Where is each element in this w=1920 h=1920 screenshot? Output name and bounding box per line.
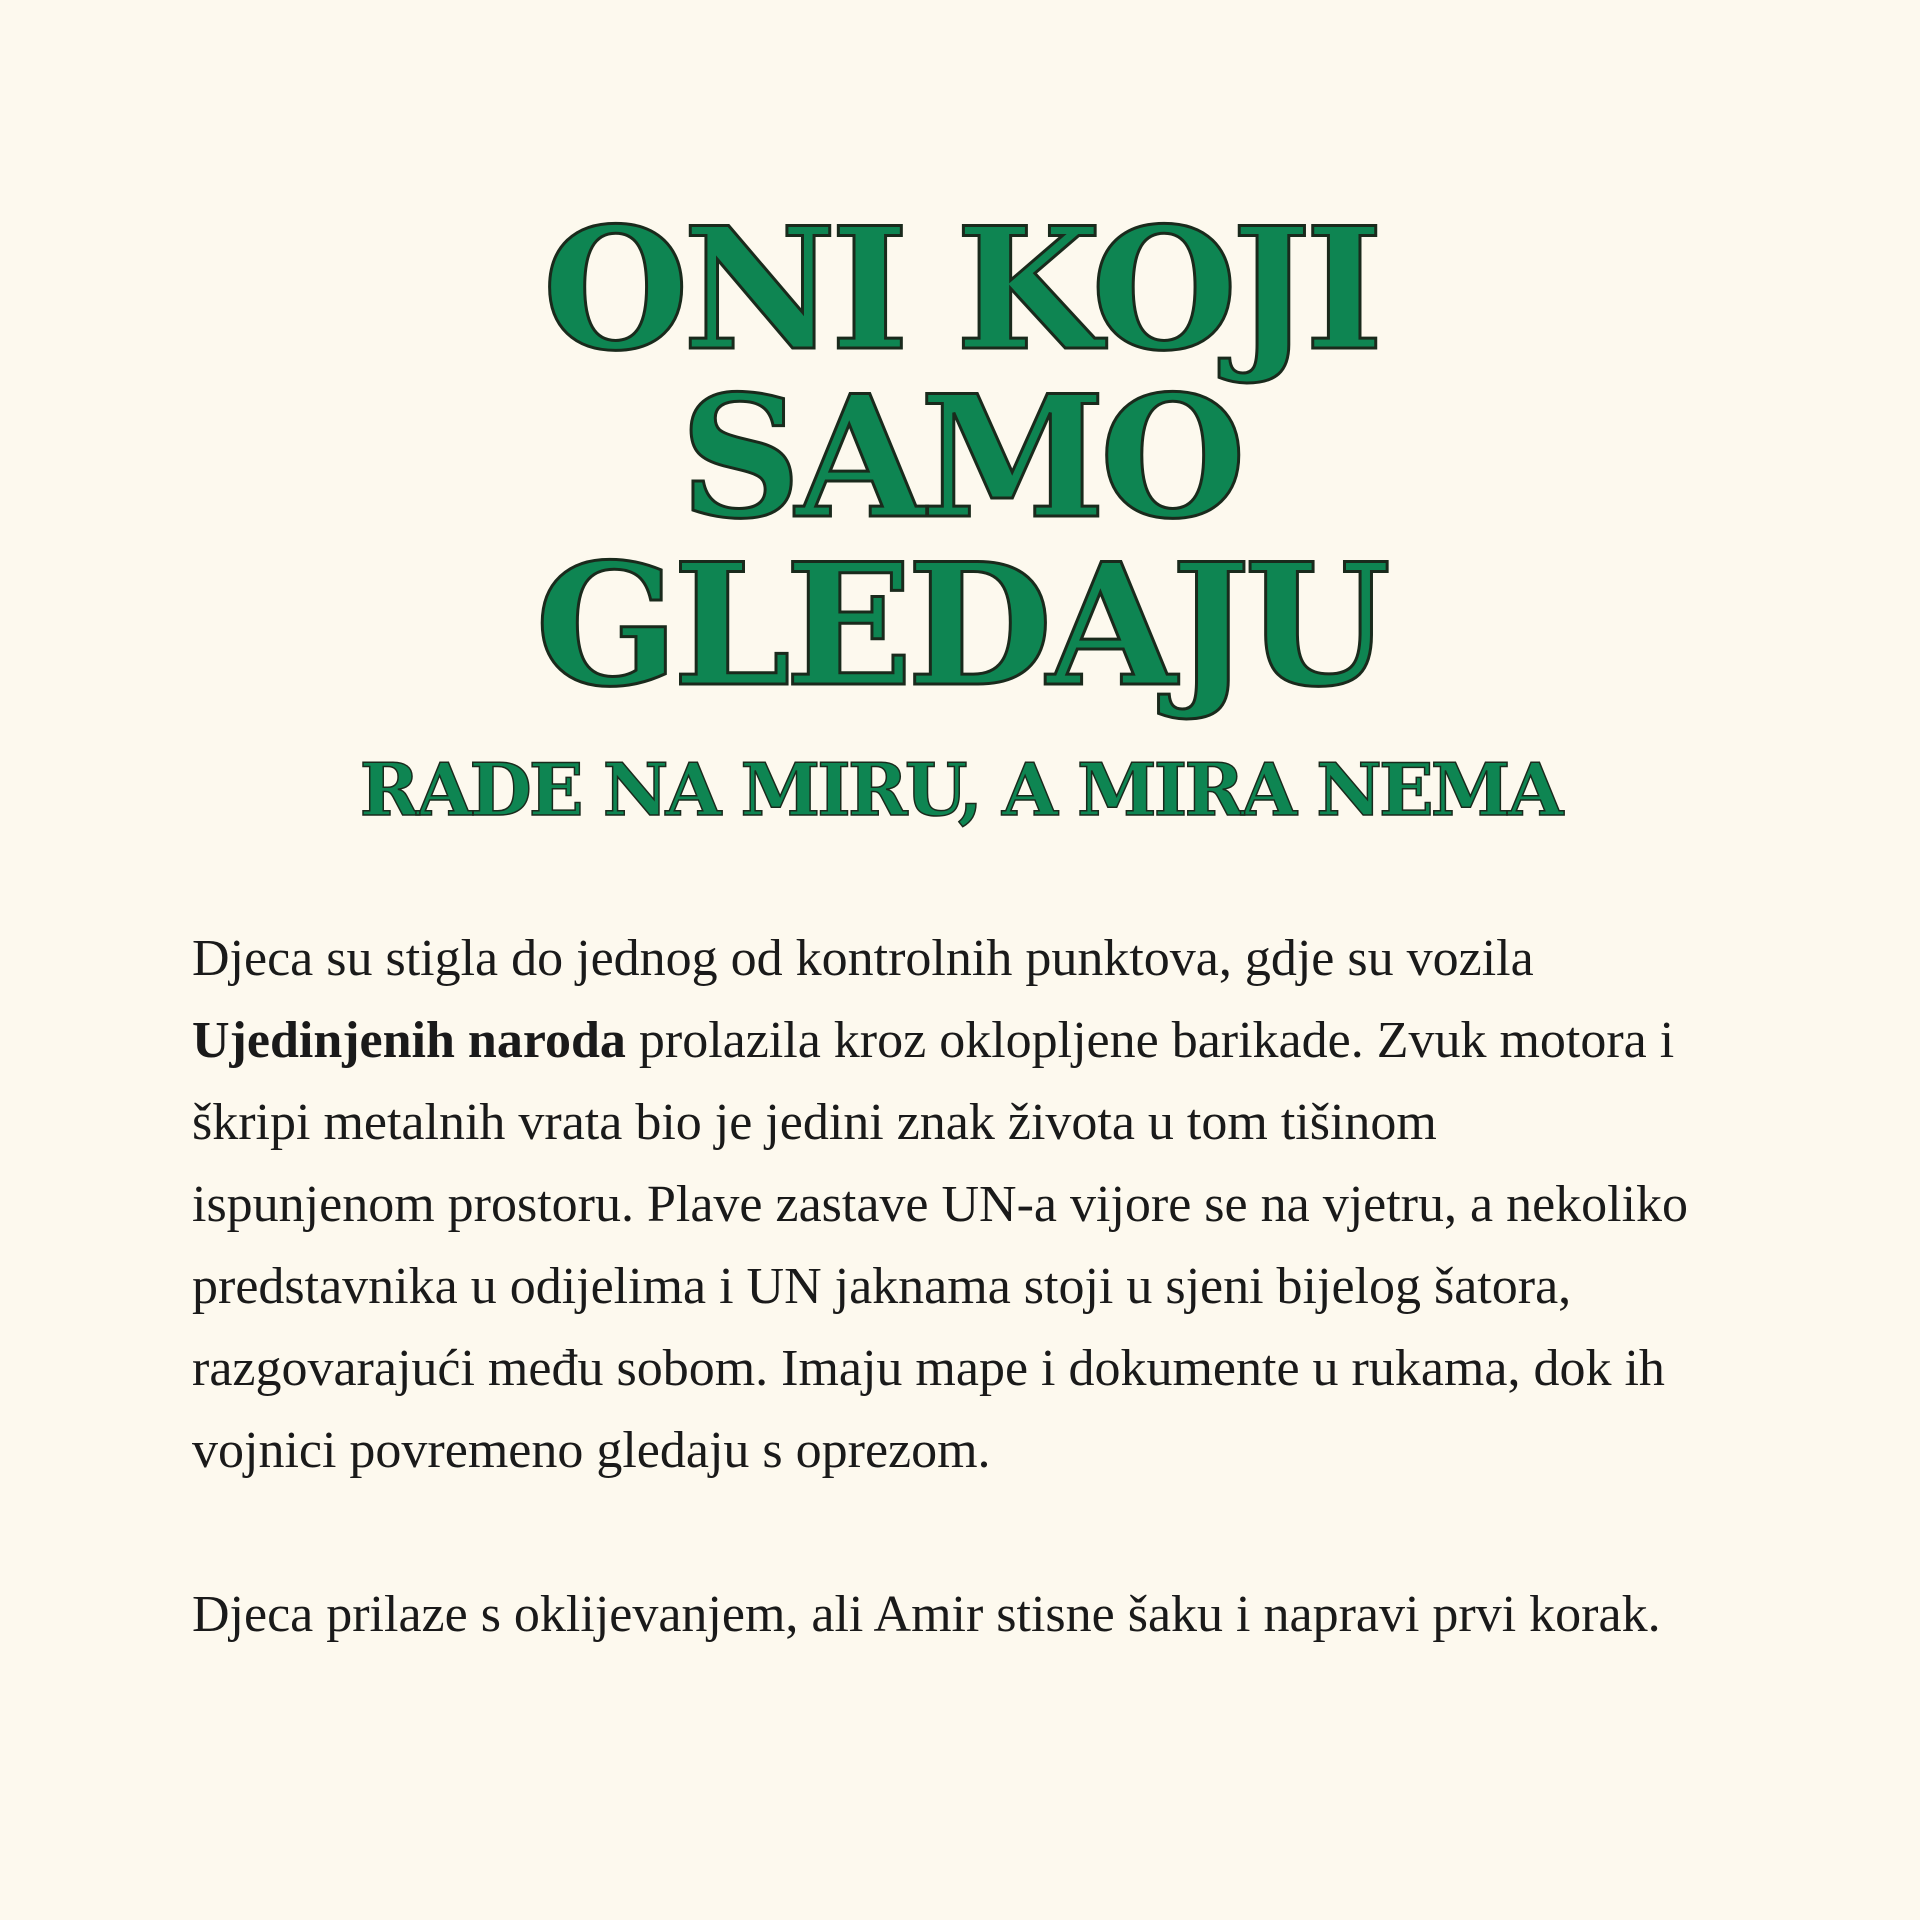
title-line-2: SAMO [680, 358, 1240, 556]
paragraph-1-bold-term: Ujedinjenih naroda [192, 1012, 626, 1069]
paragraph-2: Djeca prilaze s oklijevanjem, ali Amir stisne šaku i napravi prvi korak. [192, 1586, 1661, 1643]
page-title [0, 190, 1920, 724]
title-line-3: GLEDAJU [535, 526, 1385, 724]
paragraph-1 [192, 918, 1692, 1492]
paragraph-1-intro: Djeca su stigla do jednog od kontrolnih punktova, gdje su vozila [192, 930, 1534, 987]
body-text [192, 918, 1692, 1656]
page-subtitle: RADE NA MIRU, A MIRA NEMA [359, 747, 1561, 832]
title-line-1: ONI KOJI [542, 190, 1378, 388]
paragraph-1-rest: prolazila kroz oklopljene barikade. Zvuk motora i škripi metalnih vrata bio je jedini znak života u tom tišinom ispunjenom prostoru. Plave zastave UN-a vijore se na vjetru, a nekoliko predstavnika u odijelima i UN jaknama stoji u sjeni bijelog šatora, razgovarajući među sobom. Imaju mape i dokumente u rukama, dok ih vojnici povremeno gledaju s oprezom. [192, 1012, 1689, 1479]
